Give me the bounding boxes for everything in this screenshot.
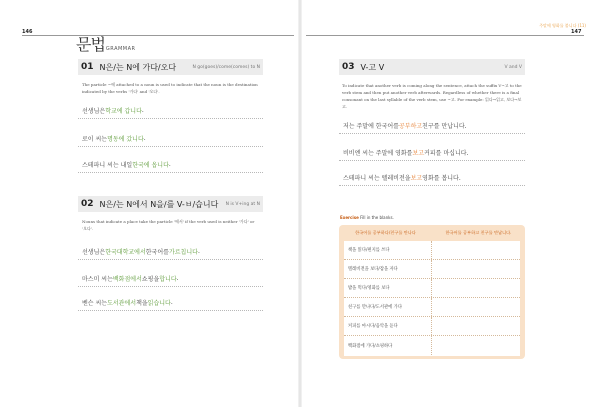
example-highlight: 보고 xyxy=(412,150,425,157)
exercise-answer-blank[interactable] xyxy=(432,241,520,259)
exercise-row xyxy=(344,317,520,336)
exercise-answer-blank[interactable] xyxy=(432,317,520,335)
example-text: 쇼핑을 xyxy=(141,276,160,283)
section-03-english: V and V xyxy=(504,64,522,70)
exercise-label xyxy=(340,215,394,220)
section-01-example-3 xyxy=(78,157,263,173)
section-01-explanation: The particle ~에 attached to a noun is used to indicate that the noun is the destination indicated by the verbs '가다' and '오다'. xyxy=(82,82,258,94)
grammar-logo xyxy=(76,32,136,55)
example-text: 저는 주말에 한국어를 xyxy=(343,123,399,130)
example-highlight: 보고 xyxy=(410,175,423,182)
section-01-number: 01 xyxy=(81,62,94,72)
section-01-example-2 xyxy=(78,131,263,147)
exercise-header xyxy=(339,227,525,239)
section-02-example-1 xyxy=(78,244,263,260)
section-03-title: V-고 V xyxy=(360,62,385,72)
exercise-row xyxy=(344,336,520,355)
example-highlight: 학교에 갑니다 xyxy=(105,108,142,115)
section-03-example-3 xyxy=(339,170,525,186)
right-header-rule xyxy=(306,35,584,36)
section-02-header xyxy=(78,196,263,212)
exercise-row xyxy=(344,279,520,298)
exercise-answer-blank[interactable] xyxy=(432,298,520,316)
exercise-answer-blank[interactable] xyxy=(432,279,520,297)
section-03-header xyxy=(339,59,525,75)
example-text: . xyxy=(176,275,179,282)
section-01-header xyxy=(78,59,263,75)
example-text: 벤슨 씨는 xyxy=(82,300,108,307)
section-02-number: 02 xyxy=(81,199,94,209)
section-03-example-1 xyxy=(339,118,525,134)
example-highlight: 읽습니다 xyxy=(147,300,171,307)
example-text: 비비엔 씨는 주말에 영화를 xyxy=(343,150,413,157)
example-text: 선생님은 xyxy=(82,108,106,115)
section-03-explanation: To indicate that another verb is coming along the sentence, attach the suffix V~고 to the verb stem and then put another verb afterwards. Regardless of whether there is a final consonant on the last syllable of the verb stem, use ~고. For example: 읽다→읽고, 보다→보고. xyxy=(342,83,522,109)
exercise-header-answer: 한국어를 공부하고 친구를 만납니다. xyxy=(445,230,512,235)
section-02-example-3 xyxy=(78,295,263,311)
example-highlight: 명동에 갔니다 xyxy=(107,136,144,143)
exercise-answer-blank[interactable] xyxy=(432,336,520,355)
example-text: 친구를 만납니다. xyxy=(422,123,467,130)
exercise-row xyxy=(344,260,520,279)
example-text: . xyxy=(168,161,171,168)
example-text: 영화를 봅니다. xyxy=(422,175,461,182)
example-text: . xyxy=(141,107,144,114)
example-highlight: 백화점에서 xyxy=(112,276,142,283)
example-text: 한국어를 xyxy=(145,249,169,256)
section-02-title: N은/는 N에서 N을/를 V-ㅂ/습니다 xyxy=(99,199,219,209)
section-02-explanation: Nouns that indicate a place take the particle '에서' if the verb used is neither '가다' or '오다'. xyxy=(82,219,255,231)
example-text: 스테파니 씨는 내일 xyxy=(82,162,133,169)
example-highlight: 한국대학교에서 xyxy=(105,249,146,256)
exercise-prompt: 밥을 먹다/영화를 보다 xyxy=(344,279,432,297)
example-highlight: 가르칩니다 xyxy=(168,249,198,256)
exercise-prompt: 커피를 마시다/음악을 듣다 xyxy=(344,317,432,335)
section-01-english: N go(goes)/come(comes) to N xyxy=(192,64,260,70)
section-02-example-2 xyxy=(78,271,263,287)
example-highlight: 도서관에서 xyxy=(107,300,137,307)
logo-korean: 문법 xyxy=(76,35,105,54)
exercise-row xyxy=(344,241,520,260)
example-text: 선생님은 xyxy=(82,249,106,256)
exercise-prompt: 텔레비전을 보다/잠을 자다 xyxy=(344,260,432,278)
example-highlight: 합니다 xyxy=(159,276,177,283)
exercise-prompt: 친구를 만나다/도서관에 가다 xyxy=(344,298,432,316)
example-text: . xyxy=(143,135,146,142)
exercise-label-bold: Exercise xyxy=(340,215,359,220)
example-highlight: 한국에 옵니다 xyxy=(132,162,169,169)
section-03-number: 03 xyxy=(342,62,355,72)
section-02-english: N is V+ing at N xyxy=(225,201,260,207)
example-text: 책을 xyxy=(136,300,148,307)
left-page-number: 146 xyxy=(22,29,33,35)
section-03-example-2 xyxy=(339,145,525,161)
example-highlight: 공부하고 xyxy=(398,123,423,130)
logo-english: GRAMMAR xyxy=(105,46,136,52)
example-text: 커피를 마십니다. xyxy=(424,150,469,157)
example-text: 로이 씨는 xyxy=(82,136,108,143)
exercise-instruction: Fill in the blanks. xyxy=(358,215,394,220)
exercise-row xyxy=(344,298,520,317)
section-01-title: N은/는 N에 가다/오다 xyxy=(99,62,177,72)
running-head: 주말에 영화를 봅니다 (11) xyxy=(539,23,586,28)
exercise-answer-blank[interactable] xyxy=(432,260,520,278)
example-text: 마스미 씨는 xyxy=(82,276,113,283)
example-text: . xyxy=(170,299,173,306)
example-text: 스테파니 씨는 텔레비전을 xyxy=(343,175,411,182)
example-text: . xyxy=(197,248,200,255)
section-01-example-1 xyxy=(78,103,263,119)
exercise-prompt: 백화점에 가다/쇼핑하다 xyxy=(344,336,432,355)
exercise-prompt: 책을 읽다/편지를 쓰다 xyxy=(344,241,432,259)
book-gutter xyxy=(298,0,302,407)
right-page-number: 147 xyxy=(571,29,582,35)
left-header-rule xyxy=(22,35,294,36)
exercise-header-prompt: 한국어를 공부하다/친구를 만나다 xyxy=(355,230,416,235)
